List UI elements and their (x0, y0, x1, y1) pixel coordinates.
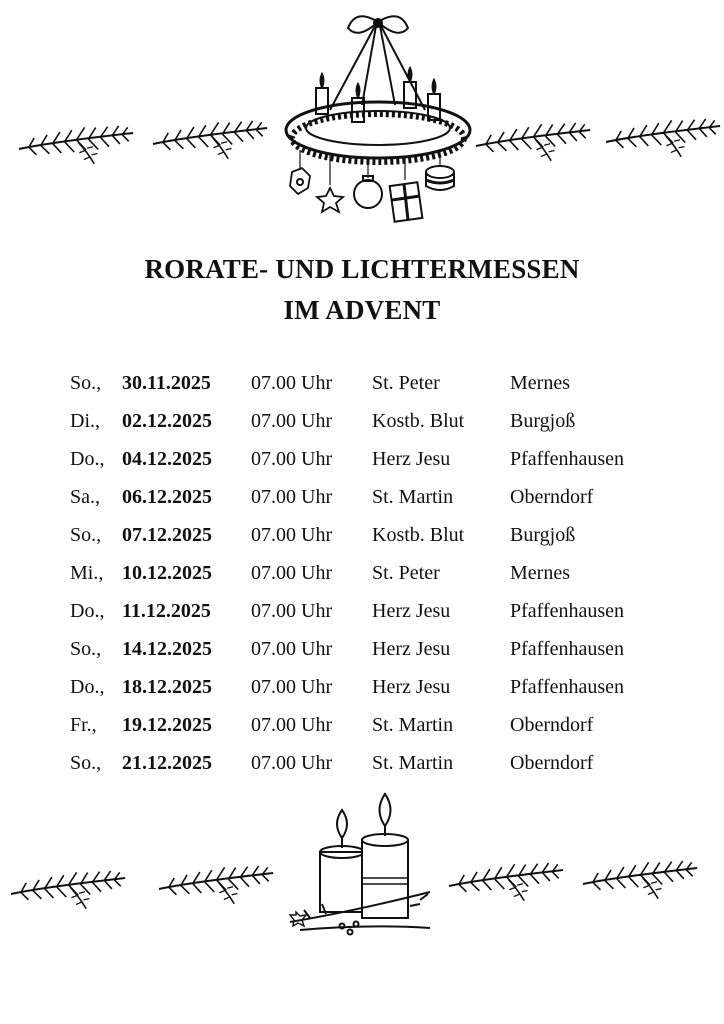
fir-branch-icon (152, 119, 269, 164)
date: 02.12.2025 (122, 410, 212, 432)
church: St. Martin (372, 752, 454, 774)
time: 07.00 Uhr (251, 638, 333, 660)
time: 07.00 Uhr (251, 486, 333, 508)
date: 10.12.2025 (122, 562, 212, 584)
church: Kostb. Blut (372, 410, 465, 432)
advent-wreath-icon (286, 16, 470, 222)
weekday: So., (70, 752, 102, 774)
date: 04.12.2025 (122, 448, 212, 470)
schedule-row (70, 442, 690, 480)
fir-branch-icon (18, 124, 135, 169)
schedule-row (70, 518, 690, 556)
church: Herz Jesu (372, 448, 451, 470)
schedule-row (70, 480, 690, 518)
schedule-row (70, 746, 690, 784)
church: St. Peter (372, 372, 440, 394)
church: St. Martin (372, 714, 454, 736)
date: 30.11.2025 (122, 372, 211, 394)
weekday: Fr., (70, 714, 97, 736)
date: 06.12.2025 (122, 486, 212, 508)
time: 07.00 Uhr (251, 676, 333, 698)
location: Mernes (510, 562, 570, 584)
time: 07.00 Uhr (251, 752, 333, 774)
weekday: Do., (70, 448, 105, 470)
weekday: So., (70, 372, 102, 394)
church: St. Martin (372, 486, 454, 508)
location: Oberndorf (510, 714, 594, 736)
church: Herz Jesu (372, 638, 451, 660)
date: 18.12.2025 (122, 676, 212, 698)
church: Herz Jesu (372, 676, 451, 698)
fir-branch-icon (475, 121, 592, 166)
location: Pfaffenhausen (510, 638, 625, 660)
location: Pfaffenhausen (510, 448, 625, 470)
weekday: Do., (70, 676, 105, 698)
weekday: So., (70, 638, 102, 660)
schedule-row (70, 404, 690, 442)
weekday: Sa., (70, 486, 100, 508)
date: 19.12.2025 (122, 714, 212, 736)
fir-branch-icon (448, 861, 565, 906)
date: 07.12.2025 (122, 524, 212, 546)
location: Mernes (510, 372, 570, 394)
time: 07.00 Uhr (251, 410, 333, 432)
time: 07.00 Uhr (251, 600, 333, 622)
church: Herz Jesu (372, 600, 451, 622)
location: Pfaffenhausen (510, 600, 625, 622)
location: Burgjoß (510, 524, 576, 546)
fir-branch-icon (605, 117, 722, 162)
location: Burgjoß (510, 410, 576, 432)
schedule-row (70, 670, 690, 708)
date: 11.12.2025 (122, 600, 211, 622)
date: 14.12.2025 (122, 638, 212, 660)
fir-branch-icon (10, 869, 127, 914)
church: St. Peter (372, 562, 440, 584)
time: 07.00 Uhr (251, 448, 333, 470)
weekday: Do., (70, 600, 105, 622)
schedule-row (70, 708, 690, 746)
top-decoration (0, 0, 724, 240)
weekday: Mi., (70, 562, 104, 584)
fir-branch-icon (582, 859, 699, 904)
time: 07.00 Uhr (251, 714, 333, 736)
page-subtitle: IM ADVENT (283, 295, 441, 325)
location: Oberndorf (510, 752, 594, 774)
schedule-row (70, 366, 690, 404)
location: Pfaffenhausen (510, 676, 625, 698)
time: 07.00 Uhr (251, 372, 333, 394)
page-title: RORATE- UND LICHTERMESSEN (144, 254, 580, 284)
weekday: So., (70, 524, 102, 546)
location: Oberndorf (510, 486, 594, 508)
schedule-row (70, 594, 690, 632)
time: 07.00 Uhr (251, 562, 333, 584)
schedule-row (70, 556, 690, 594)
schedule-list (70, 366, 690, 784)
church: Kostb. Blut (372, 524, 465, 546)
candles-icon (290, 794, 430, 935)
time: 07.00 Uhr (251, 524, 333, 546)
date: 21.12.2025 (122, 752, 212, 774)
fir-branch-icon (158, 864, 275, 909)
schedule-row (70, 632, 690, 670)
bottom-decoration (0, 780, 724, 960)
weekday: Di., (70, 410, 100, 432)
